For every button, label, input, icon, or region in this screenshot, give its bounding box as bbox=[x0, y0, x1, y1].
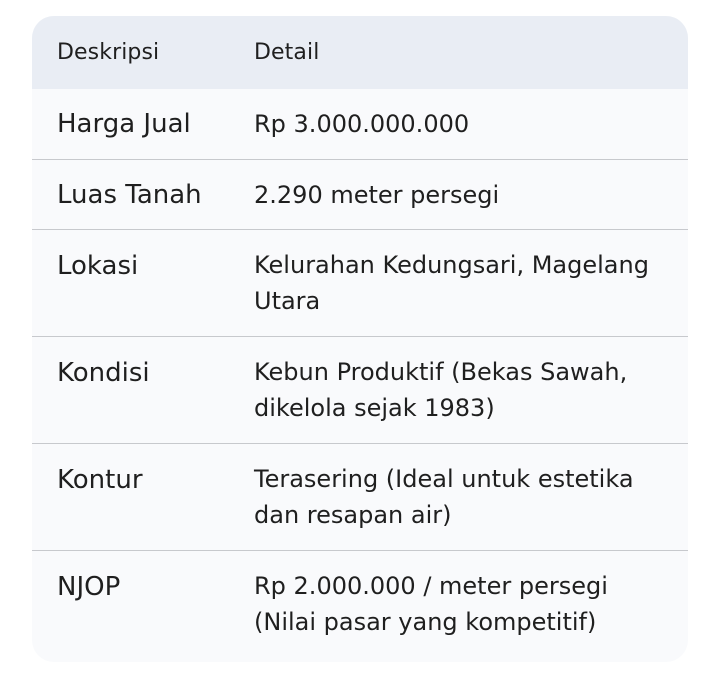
row-label-lokasi: Lokasi bbox=[57, 250, 139, 281]
row-label-kontur: Kontur bbox=[57, 464, 143, 495]
row-value-kondisi: Kebun Produktif (Bekas Sawah, dikelola sejak 1983) bbox=[254, 357, 628, 422]
column-header-detail: Detail bbox=[254, 40, 320, 65]
row-value-njop: Rp 2.000.000 / meter persegi (Nilai pasar yang kompetitif) bbox=[254, 571, 608, 636]
row-label-harga-jual: Harga Jual bbox=[57, 109, 191, 139]
table-row bbox=[32, 550, 688, 660]
row-value-harga-jual: Rp 3.000.000.000 bbox=[254, 110, 470, 138]
table-row bbox=[32, 89, 688, 159]
row-value-luas-tanah: 2.290 meter persegi bbox=[254, 180, 500, 209]
row-label-luas-tanah: Luas Tanah bbox=[57, 179, 202, 210]
row-value-lokasi: Kelurahan Kedungsari, Magelang Utara bbox=[254, 250, 649, 315]
table-row bbox=[32, 159, 688, 229]
property-details-table bbox=[32, 16, 688, 660]
row-value-kontur: Terasering (Ideal untuk estetika dan resapan air) bbox=[254, 464, 634, 529]
table-row bbox=[32, 336, 688, 443]
row-label-njop: NJOP bbox=[57, 571, 121, 602]
table-row bbox=[32, 229, 688, 336]
table-header bbox=[32, 16, 688, 89]
table-body bbox=[32, 89, 688, 660]
table-header-row bbox=[32, 16, 688, 89]
row-label-kondisi: Kondisi bbox=[57, 357, 150, 388]
property-details-table-card bbox=[32, 16, 688, 662]
column-header-description: Deskripsi bbox=[57, 40, 160, 65]
table-row bbox=[32, 443, 688, 550]
